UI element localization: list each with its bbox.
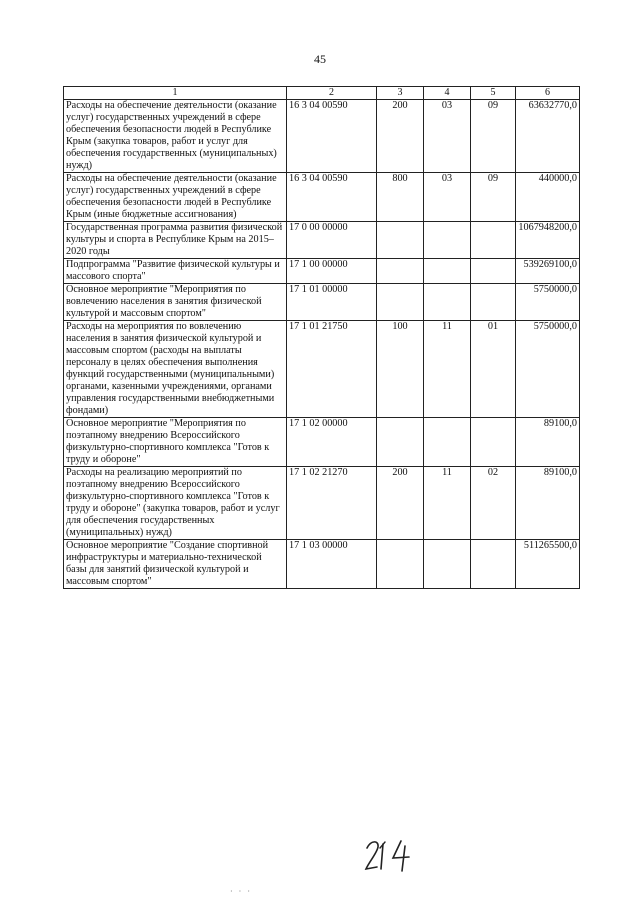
table-row (64, 173, 580, 222)
page-number: 45 (314, 52, 326, 66)
row-subsection (471, 418, 516, 467)
row-expense-type: 200 (377, 100, 424, 173)
table-row (64, 540, 580, 589)
row-name: Государственная программа развития физической культуры и спорта в Республике Крым на 2015–2020 годы (64, 222, 287, 259)
row-expense-type: 800 (377, 173, 424, 222)
row-sum: 539269100,0 (516, 259, 580, 284)
row-section: 03 (424, 100, 471, 173)
row-sum: 511265500,0 (516, 540, 580, 589)
row-code: 17 1 00 00000 (287, 259, 377, 284)
header-col-3: 3 (377, 87, 424, 100)
row-name: Основное мероприятие "Мероприятия по поэтапному внедрению Всероссийского физкультурно-спортивного комплекса "Готов к труду и обороне" (64, 418, 287, 467)
row-expense-type (377, 540, 424, 589)
table-row (64, 100, 580, 173)
handwritten-page-mark (363, 836, 423, 876)
row-sum: 440000,0 (516, 173, 580, 222)
row-expense-type (377, 259, 424, 284)
budget-table (63, 86, 580, 589)
row-section (424, 222, 471, 259)
table-row (64, 321, 580, 418)
row-expense-type (377, 284, 424, 321)
row-sum: 63632770,0 (516, 100, 580, 173)
row-expense-type (377, 222, 424, 259)
header-col-2: 2 (287, 87, 377, 100)
row-subsection (471, 540, 516, 589)
table-row (64, 222, 580, 259)
row-name: Расходы на мероприятия по вовлечению населения в занятия физической культурой и массовым спортом (расходы на выплаты персоналу в целях обеспечения выполнения функций государственными (муниципальными) органами, казенными учреждениями, органами управления государственными внебюджетными фондами) (64, 321, 287, 418)
row-name: Основное мероприятие "Мероприятия по вовлечению населения в занятия физической культурой и массовым спортом" (64, 284, 287, 321)
row-name: Основное мероприятие "Создание спортивной инфраструктуры и материально-технической базы для занятий физической культурой и массовым спортом" (64, 540, 287, 589)
header-col-4: 4 (424, 87, 471, 100)
row-name: Расходы на обеспечение деятельности (оказание услуг) государственных учреждений в сфере обеспечения безопасности людей в Республике Крым (иные бюджетные ассигнования) (64, 173, 287, 222)
row-section (424, 540, 471, 589)
row-section: 11 (424, 467, 471, 540)
row-code: 16 3 04 00590 (287, 173, 377, 222)
row-section (424, 259, 471, 284)
row-expense-type: 200 (377, 467, 424, 540)
scan-artifact-dots: · · · (230, 887, 252, 896)
row-sum: 5750000,0 (516, 321, 580, 418)
table-row (64, 284, 580, 321)
row-code: 17 1 01 00000 (287, 284, 377, 321)
row-code: 17 1 02 00000 (287, 418, 377, 467)
row-subsection: 02 (471, 467, 516, 540)
row-subsection: 09 (471, 100, 516, 173)
row-sum: 89100,0 (516, 418, 580, 467)
row-section: 03 (424, 173, 471, 222)
row-subsection: 01 (471, 321, 516, 418)
header-col-6: 6 (516, 87, 580, 100)
row-subsection: 09 (471, 173, 516, 222)
header-col-1: 1 (64, 87, 287, 100)
row-subsection (471, 222, 516, 259)
row-expense-type (377, 418, 424, 467)
row-sum: 89100,0 (516, 467, 580, 540)
table-header-row (64, 87, 580, 100)
table-row (64, 418, 580, 467)
row-code: 17 1 02 21270 (287, 467, 377, 540)
row-expense-type: 100 (377, 321, 424, 418)
row-section (424, 418, 471, 467)
row-code: 17 0 00 00000 (287, 222, 377, 259)
row-section (424, 284, 471, 321)
table-row (64, 259, 580, 284)
row-sum: 5750000,0 (516, 284, 580, 321)
row-name: Расходы на реализацию мероприятий по поэтапному внедрению Всероссийского физкультурно-спортивного комплекса "Готов к труду и обороне" (закупка товаров, работ и услуг для обеспечения государственных (муниципальных) нужд) (64, 467, 287, 540)
row-code: 16 3 04 00590 (287, 100, 377, 173)
row-name: Подпрограмма "Развитие физической культуры и массового спорта" (64, 259, 287, 284)
row-code: 17 1 01 21750 (287, 321, 377, 418)
row-subsection (471, 259, 516, 284)
row-subsection (471, 284, 516, 321)
row-name: Расходы на обеспечение деятельности (оказание услуг) государственных учреждений в сфере обеспечения безопасности людей в Республике Крым (закупка товаров, работ и услуг для обеспечения государственных (муниципальных) нужд) (64, 100, 287, 173)
row-code: 17 1 03 00000 (287, 540, 377, 589)
row-section: 11 (424, 321, 471, 418)
header-col-5: 5 (471, 87, 516, 100)
table-row (64, 467, 580, 540)
row-sum: 1067948200,0 (516, 222, 580, 259)
